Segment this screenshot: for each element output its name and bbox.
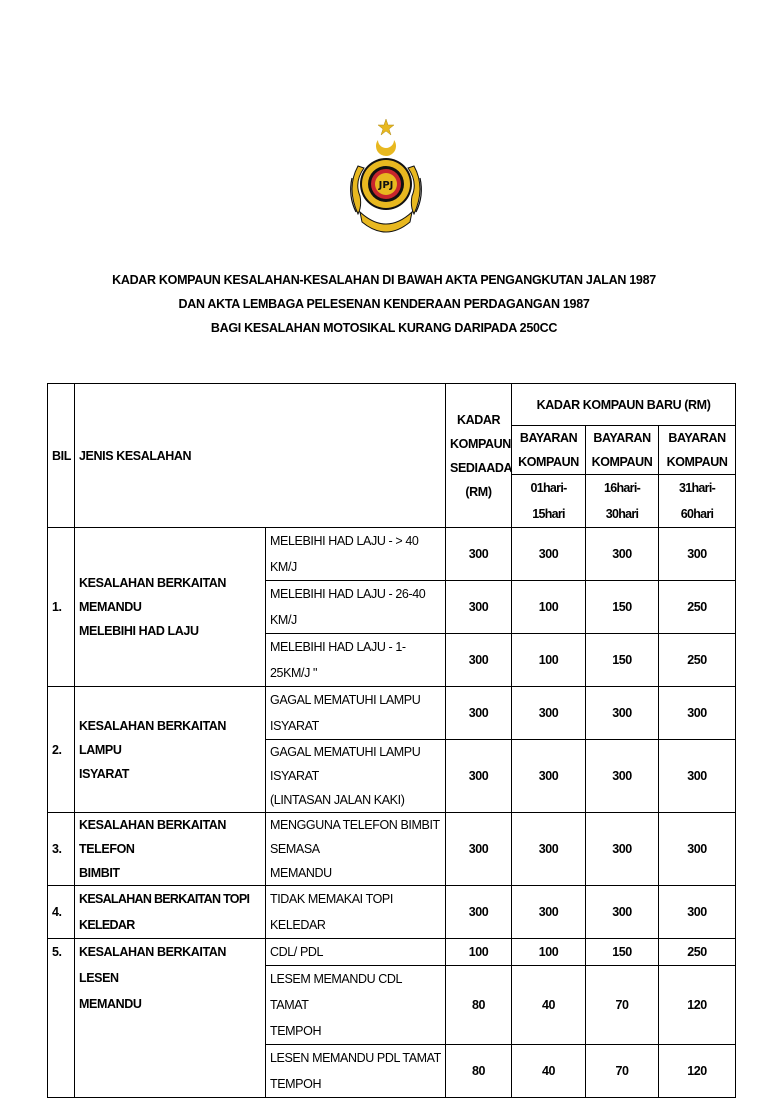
row-description: [266, 813, 446, 886]
header-kadar-sediaada: [446, 384, 512, 528]
row-period-2: 300: [586, 528, 659, 581]
table-row: [48, 687, 736, 740]
header-period: 31hari-60hari: [659, 475, 736, 528]
row-sediaada: 300: [446, 740, 512, 813]
row-sediaada: 300: [446, 687, 512, 740]
row-description: [266, 740, 446, 813]
header-sediaada-line: SEDIAADA: [450, 460, 513, 475]
description-line: LESEN MEMANDU PDL TAMAT: [270, 1051, 441, 1065]
header-kadar-baru: KADAR KOMPAUN BARU (RM): [512, 384, 736, 426]
row-sediaada: 300: [446, 813, 512, 886]
row-period-2: 150: [586, 581, 659, 634]
row-bil: 5.: [48, 939, 75, 1098]
row-period-1: 100: [512, 581, 586, 634]
category-line: KESALAHAN BERKAITAN TELEFON: [79, 818, 227, 856]
heading-line-1: KADAR KOMPAUN KESALAHAN-KESALAHAN DI BAWAH AKTA PENGANGKUTAN JALAN 1987: [112, 273, 656, 287]
row-description: TIDAK MEMAKAI TOPI KELEDAR: [266, 886, 446, 939]
row-description: [266, 966, 446, 1045]
header-row: [48, 384, 736, 426]
star-icon: [378, 119, 394, 135]
description-line: TEMPOH: [270, 1077, 322, 1091]
row-period-2: 300: [586, 740, 659, 813]
row-bil: 2.: [48, 687, 75, 813]
ribbon-icon: [360, 212, 412, 232]
description-line: MENGGUNA TELEFON BIMBIT SEMASA: [270, 818, 440, 856]
row-period-3: 120: [659, 1045, 736, 1098]
category-line: ISYARAT: [79, 766, 129, 781]
row-period-2: 70: [586, 966, 659, 1045]
row-period-3: 120: [659, 966, 736, 1045]
row-sediaada: 80: [446, 1045, 512, 1098]
heading-line-3: BAGI KESALAHAN MOTOSIKAL KURANG DARIPADA 250CC: [210, 321, 558, 335]
row-description: MELEBIHI HAD LAJU - 26-40 KM/J: [266, 581, 446, 634]
row-period-1: 100: [512, 634, 586, 687]
header-bayaran-label: BAYARAN: [593, 431, 651, 445]
row-bil: 1.: [48, 528, 75, 687]
description-line: LESEM MEMANDU CDL TAMAT: [270, 972, 402, 1012]
jpj-emblem-logo: [346, 118, 426, 244]
row-category: [75, 528, 266, 687]
row-description: CDL/ PDL: [266, 939, 446, 966]
description-line: TEMPOH: [270, 1024, 322, 1038]
header-bayaran-label: BAYARAN: [519, 431, 578, 445]
heading-line-2: DAN AKTA LEMBAGA PELESENAN KENDERAAN PERDAGANGAN 1987: [178, 297, 590, 311]
row-period-2: 150: [586, 634, 659, 687]
row-sediaada: 80: [446, 966, 512, 1045]
emblem-monogram: JPJ: [378, 180, 394, 191]
category-line: KESALAHAN BERKAITAN LAMPU: [79, 718, 227, 757]
row-period-3: 250: [659, 581, 736, 634]
row-period-3: 300: [659, 528, 736, 581]
row-period-1: 40: [512, 1045, 586, 1098]
row-bil: 4.: [48, 886, 75, 939]
header-kompaun-label: KOMPAUN: [591, 455, 653, 469]
row-period-3: 300: [659, 687, 736, 740]
row-sediaada: 300: [446, 528, 512, 581]
header-sediaada-line: (RM): [465, 484, 492, 499]
row-period-2: 150: [586, 939, 659, 966]
table-row: [48, 886, 736, 939]
header-bayaran-kompaun: [659, 426, 736, 475]
row-period-2: 300: [586, 813, 659, 886]
row-period-2: 300: [586, 687, 659, 740]
category-line: BIMBIT: [79, 866, 120, 880]
category-line: KESALAHAN BERKAITAN MEMANDU: [79, 576, 227, 614]
row-category: [75, 687, 266, 813]
row-bil: 3.: [48, 813, 75, 886]
row-description: MELEBIHI HAD LAJU - > 40 KM/J: [266, 528, 446, 581]
header-period: 16hari-30hari: [586, 475, 659, 528]
description-line: GAGAL MEMATUHI LAMPU ISYARAT: [270, 745, 421, 783]
category-line: MEMANDU: [79, 997, 142, 1011]
description-line: MEMANDU: [270, 866, 332, 880]
header-period: 01hari-15hari: [512, 475, 586, 528]
kompaun-table: [47, 383, 736, 1098]
header-sediaada-line: KOMPAUN: [450, 436, 511, 451]
row-sediaada: 300: [446, 886, 512, 939]
row-sediaada: 300: [446, 581, 512, 634]
header-jenis-kesalahan: JENIS KESALAHAN: [75, 384, 446, 528]
row-sediaada: 100: [446, 939, 512, 966]
table-row: [48, 813, 736, 886]
row-period-2: 70: [586, 1045, 659, 1098]
row-period-1: 300: [512, 528, 586, 581]
header-bayaran-kompaun: [512, 426, 586, 475]
row-category: [75, 939, 266, 1098]
table-row: [48, 528, 736, 581]
row-period-3: 300: [659, 740, 736, 813]
row-period-1: 40: [512, 966, 586, 1045]
table-row: [48, 939, 736, 966]
row-category: [75, 813, 266, 886]
row-period-3: 300: [659, 813, 736, 886]
row-period-1: 100: [512, 939, 586, 966]
category-line: MELEBIHI HAD LAJU: [79, 624, 199, 638]
row-category: KESALAHAN BERKAITAN TOPI KELEDAR: [75, 886, 266, 939]
header-bil: BIL: [48, 384, 75, 528]
row-period-1: 300: [512, 687, 586, 740]
crescent-icon: [376, 140, 396, 156]
header-kompaun-label: KOMPAUN: [518, 455, 579, 469]
row-description: MELEBIHI HAD LAJU - 1-25KM/J ": [266, 634, 446, 687]
row-period-1: 300: [512, 813, 586, 886]
row-description: [266, 1045, 446, 1098]
row-description: GAGAL MEMATUHI LAMPU ISYARAT: [266, 687, 446, 740]
header-kompaun-label: KOMPAUN: [666, 455, 728, 469]
row-sediaada: 300: [446, 634, 512, 687]
header-bayaran-label: BAYARAN: [668, 431, 726, 445]
row-period-3: 250: [659, 634, 736, 687]
row-period-3: 250: [659, 939, 736, 966]
header-bayaran-kompaun: [586, 426, 659, 475]
category-line: KESALAHAN BERKAITAN LESEN: [79, 945, 227, 985]
description-line: (LINTASAN JALAN KAKI): [270, 793, 405, 807]
row-period-1: 300: [512, 740, 586, 813]
row-period-3: 300: [659, 886, 736, 939]
row-period-1: 300: [512, 886, 586, 939]
header-sediaada-line: KADAR: [456, 412, 501, 427]
row-period-2: 300: [586, 886, 659, 939]
